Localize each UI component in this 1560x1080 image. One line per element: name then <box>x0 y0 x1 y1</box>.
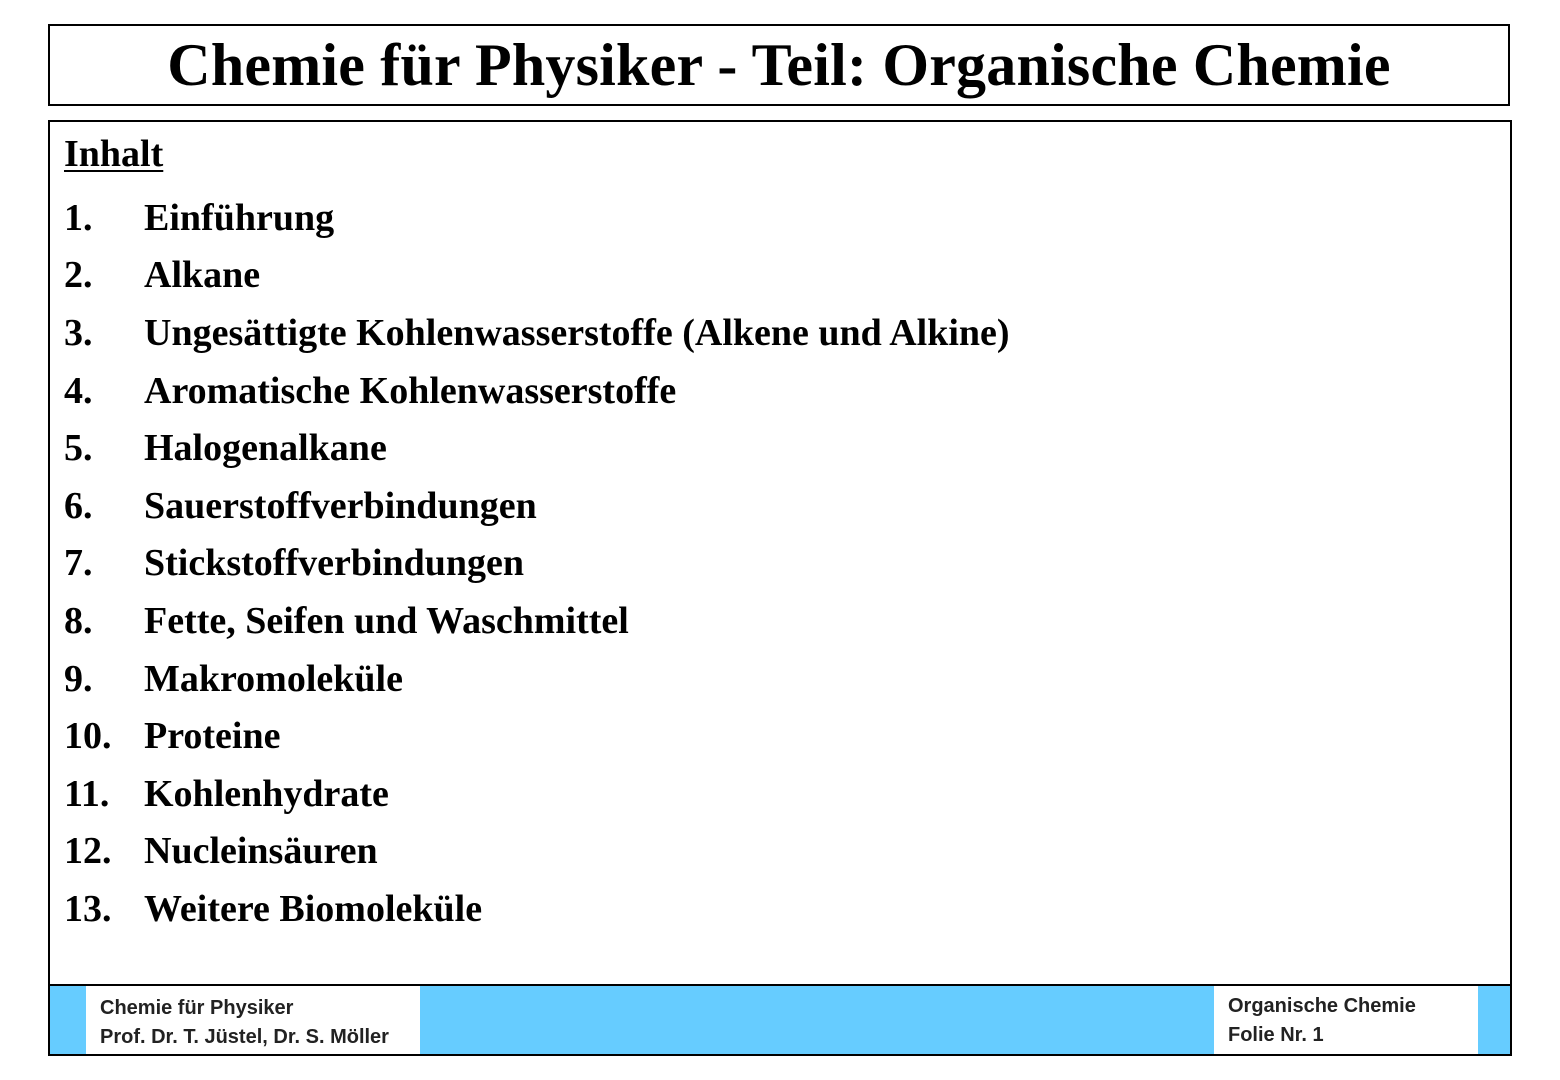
toc-item <box>64 650 1010 708</box>
toc-item-number: 3. <box>64 311 93 354</box>
toc-item-number: 8. <box>64 599 93 642</box>
toc-item <box>64 535 1010 593</box>
toc-item-number: 12. <box>64 830 112 873</box>
toc-item <box>64 765 1010 823</box>
toc-item-number: 9. <box>64 657 93 700</box>
toc-item <box>64 592 1010 650</box>
footer-course-info <box>86 986 420 1054</box>
toc-item <box>64 362 1010 420</box>
title-box <box>48 24 1510 106</box>
toc-item <box>64 707 1010 765</box>
footer-authors: Prof. Dr. T. Jüstel, Dr. S. Möller <box>100 1026 389 1048</box>
toc-item <box>64 823 1010 881</box>
toc-item <box>64 477 1010 535</box>
footer-topic: Organische Chemie <box>1228 995 1416 1017</box>
toc-item-number: 1. <box>64 196 93 239</box>
toc-item-label: Weitere Biomoleküle <box>144 887 483 930</box>
toc-item-label: Nucleinsäuren <box>144 830 378 873</box>
toc-item-number: 2. <box>64 254 93 297</box>
toc-item-number: 11. <box>64 772 110 815</box>
toc-item-label: Ungesättigte Kohlenwasserstoffe (Alkene und Alkine) <box>144 311 1010 354</box>
toc-item <box>64 247 1010 305</box>
toc-item-number: 7. <box>64 542 93 585</box>
footer-slide-info <box>1214 986 1478 1054</box>
footer-slide-number: Folie Nr. 1 <box>1228 1024 1324 1046</box>
toc-item <box>64 419 1010 477</box>
toc-item-number: 4. <box>64 369 93 412</box>
toc-item-label: Sauerstoffverbindungen <box>144 484 537 527</box>
footer-course-title: Chemie für Physiker <box>100 997 294 1019</box>
toc-item-number: 10. <box>64 715 112 758</box>
toc-item-label: Alkane <box>144 254 261 297</box>
toc-item-label: Einführung <box>144 196 335 239</box>
toc-item-label: Fette, Seifen und Waschmittel <box>144 599 629 642</box>
content-box <box>48 120 1512 1056</box>
toc-item <box>64 304 1010 362</box>
toc-item-label: Halogenalkane <box>144 427 387 470</box>
toc-item-label: Proteine <box>144 715 281 758</box>
toc-item-label: Stickstoffverbindungen <box>144 542 525 585</box>
toc-item-number: 13. <box>64 887 112 930</box>
toc-item-number: 5. <box>64 427 93 470</box>
slide-footer <box>50 984 1510 1054</box>
toc-item <box>64 880 1010 938</box>
toc-list <box>64 189 1010 938</box>
toc-item <box>64 189 1010 247</box>
toc-item-number: 6. <box>64 484 93 527</box>
toc-item-label: Makromoleküle <box>144 657 403 700</box>
toc-item-label: Kohlenhydrate <box>144 772 389 815</box>
toc-heading: Inhalt <box>64 133 164 175</box>
toc-item-label: Aromatische Kohlenwasserstoffe <box>144 369 677 412</box>
slide-title: Chemie für Physiker - Teil: Organische Chemie <box>167 32 1391 98</box>
